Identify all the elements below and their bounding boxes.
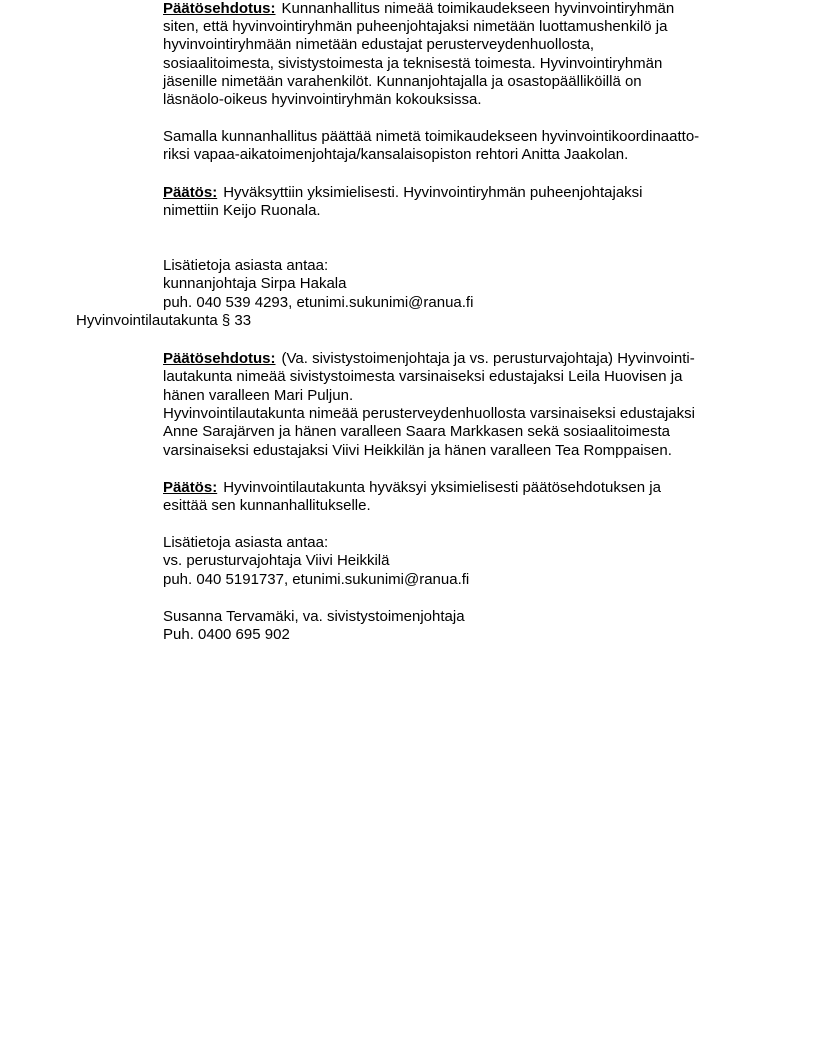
signature-line: Puh. 0400 695 902 — [163, 626, 290, 643]
contact-line: Lisätietoja asiasta antaa: — [163, 257, 329, 274]
contact-line: puh. 040 539 4293, etunimi.sukunimi@ranua.fi — [163, 294, 474, 311]
proposal-line: lautakunta nimeää sivistystoimesta varsinaiseksi edustajaksi Leila Huovisen ja — [163, 368, 683, 385]
text: Hyväksyttiin yksimielisesti. Hyvinvointiryhmän puheenjohtajaksi — [223, 184, 643, 201]
section-heading: Hyvinvointilautakunta § 33 — [76, 312, 252, 329]
decision-line: nimettiin Keijo Ruonala. — [163, 202, 321, 219]
proposal-line: hänen varalleen Mari Puljun. — [163, 387, 354, 404]
signature-line: Susanna Tervamäki, va. sivistystoimenjohtaja — [163, 608, 465, 625]
proposal-line — [163, 0, 674, 18]
contact-line: puh. 040 5191737, etunimi.sukunimi@ranua.fi — [163, 571, 470, 588]
contact-line: kunnanjohtaja Sirpa Hakala — [163, 275, 347, 292]
contact-line: Lisätietoja asiasta antaa: — [163, 534, 329, 551]
proposal-line: Hyvinvointilautakunta nimeää perusterveydenhuollosta varsinaiseksi edustajaksi — [163, 405, 695, 422]
proposal-line: jäsenille nimetään varahenkilöt. Kunnanjohtajalla ja osastopäälliköillä on — [163, 73, 642, 90]
proposal-line: Anne Sarajärven ja hänen varalleen Saara Markkasen sekä sosiaalitoimesta — [163, 423, 670, 440]
text: (Va. sivistystoimenjohtaja ja vs. perusturvajohtaja) Hyvinvointi- — [281, 350, 695, 367]
decision-line — [163, 184, 643, 202]
decision-line — [163, 479, 661, 497]
decision-label: Päätös: — [163, 184, 218, 201]
coordinator-line: riksi vapaa-aikatoimenjohtaja/kansalaisopiston rehtori Anitta Jaakolan. — [163, 146, 629, 163]
contact-line: vs. perusturvajohtaja Viivi Heikkilä — [163, 552, 390, 569]
proposal-label: Päätösehdotus: — [163, 350, 276, 367]
text: Kunnanhallitus nimeää toimikaudekseen hyvinvointiryhmän — [281, 0, 675, 17]
proposal-line: hyvinvointiryhmään nimetään edustajat perusterveydenhuollosta, — [163, 36, 595, 53]
coordinator-line: Samalla kunnanhallitus päättää nimetä toimikaudekseen hyvinvointikoordinaatto- — [163, 128, 700, 145]
proposal-line: läsnäolo-oikeus hyvinvointiryhmän kokouksissa. — [163, 91, 482, 108]
proposal-line: siten, että hyvinvointiryhmän puheenjohtajaksi nimetään luottamushenkilö ja — [163, 18, 668, 35]
decision-label: Päätös: — [163, 479, 218, 496]
proposal-line: varsinaiseksi edustajaksi Viivi Heikkilän ja hänen varalleen Tea Romppaisen. — [163, 442, 672, 459]
decision-line: esittää sen kunnanhallitukselle. — [163, 497, 371, 514]
proposal-line: sosiaalitoimesta, sivistystoimesta ja teknisestä toimesta. Hyvinvointiryhmän — [163, 55, 663, 72]
text: Hyvinvointilautakunta hyväksyi yksimielisesti päätösehdotuksen ja — [223, 479, 661, 496]
proposal-line — [163, 350, 695, 368]
proposal-label: Päätösehdotus: — [163, 0, 276, 17]
